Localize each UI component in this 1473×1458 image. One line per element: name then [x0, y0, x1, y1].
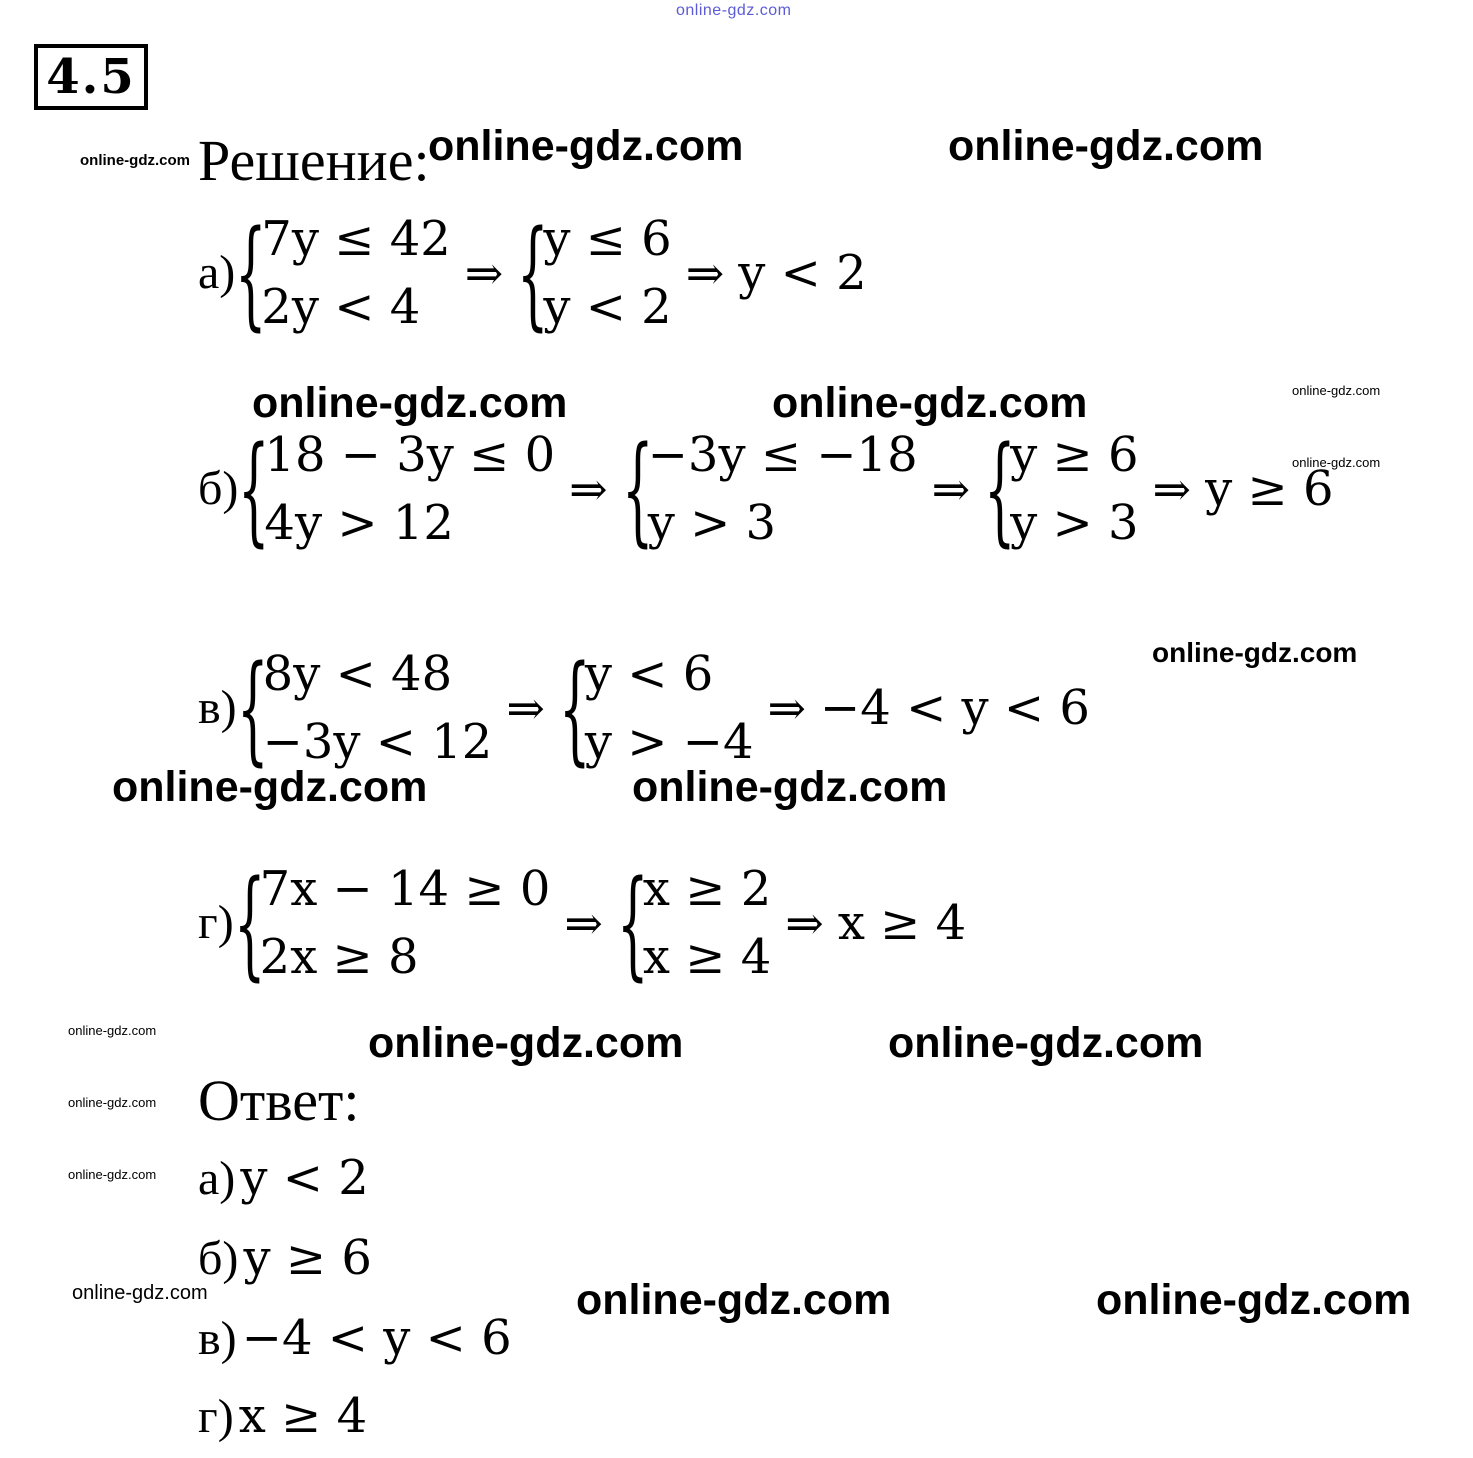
brace: { — [235, 204, 267, 342]
watermark: online-gdz.com — [68, 1167, 157, 1182]
watermark: online-gdz.com — [68, 1023, 157, 1038]
watermark: online-gdz.com — [72, 1282, 208, 1304]
equation: 4y > 12 — [264, 495, 454, 551]
brace: { — [236, 639, 269, 777]
equation: y ≥ 6 — [1010, 427, 1139, 483]
answer-a-label: а) — [198, 1152, 236, 1205]
equation: y > 3 — [1010, 495, 1139, 551]
watermark: online-gdz.com — [68, 1095, 157, 1110]
implies-arrow: ⇒ — [767, 681, 807, 735]
part-a-result: y < 2 — [738, 245, 867, 301]
watermark: online-gdz.com — [1096, 1276, 1412, 1324]
equation: −3y ≤ −18 — [647, 427, 918, 483]
answer-heading: Ответ: — [198, 1068, 360, 1133]
equation: −3y < 12 — [262, 714, 493, 770]
answer-g-label: г) — [198, 1390, 234, 1443]
brace: { — [984, 420, 1016, 558]
answer-a — [198, 1150, 369, 1206]
brace: { — [616, 854, 649, 992]
watermark: online-gdz.com — [252, 379, 568, 427]
equation: 18 − 3y ≤ 0 — [264, 427, 556, 483]
watermark: online-gdz.com — [632, 763, 948, 811]
part-g — [198, 855, 966, 991]
answer-g — [198, 1388, 367, 1444]
part-v-system-2 — [585, 640, 754, 776]
implies-arrow: ⇒ — [564, 896, 603, 950]
part-g-label: г) — [198, 896, 234, 949]
part-v-result: −4 < y < 6 — [820, 680, 1090, 736]
implies-arrow: ⇒ — [464, 246, 504, 300]
part-b-label: б) — [198, 462, 239, 515]
watermark: online-gdz.com — [368, 1019, 684, 1067]
implies-arrow: ⇒ — [1152, 462, 1192, 516]
watermark: online-gdz.com — [772, 379, 1088, 427]
brace: { — [517, 204, 549, 342]
implies-arrow: ⇒ — [785, 896, 824, 950]
part-g-system-2 — [643, 855, 771, 991]
answer-v — [198, 1310, 512, 1366]
watermark-top: online-gdz.com — [676, 2, 792, 19]
watermark: online-gdz.com — [948, 122, 1264, 170]
answer-b — [198, 1230, 372, 1286]
answer-v-value: −4 < y < 6 — [241, 1310, 512, 1366]
part-a-system-1 — [261, 205, 450, 341]
answer-b-value: y ≥ 6 — [243, 1230, 372, 1286]
answer-v-label: в) — [198, 1312, 237, 1365]
equation: 2x ≥ 8 — [259, 929, 419, 985]
part-b-system-1 — [264, 421, 555, 557]
watermark: online-gdz.com — [888, 1019, 1204, 1067]
implies-arrow: ⇒ — [506, 681, 545, 735]
equation: x ≥ 2 — [642, 861, 772, 917]
brace: { — [233, 854, 266, 992]
brace: { — [621, 420, 654, 558]
watermark: online-gdz.com — [1292, 455, 1381, 470]
implies-arrow: ⇒ — [569, 462, 608, 516]
equation: y ≤ 6 — [543, 211, 672, 267]
answer-a-value: y < 2 — [240, 1150, 369, 1206]
part-v — [198, 640, 1090, 776]
equation: 7x − 14 ≥ 0 — [259, 861, 551, 917]
part-v-label: в) — [198, 681, 237, 734]
part-v-system-1 — [263, 640, 493, 776]
watermark: online-gdz.com — [112, 763, 428, 811]
part-g-system-1 — [260, 855, 551, 991]
part-a-system-2 — [543, 205, 671, 341]
watermark: online-gdz.com — [80, 152, 190, 169]
part-b-system-3 — [1010, 421, 1138, 557]
equation: x ≥ 4 — [642, 929, 772, 985]
watermark: online-gdz.com — [428, 122, 744, 170]
equation: 8y < 48 — [262, 646, 453, 702]
part-b-result: y ≥ 6 — [1205, 461, 1334, 517]
part-b-system-2 — [648, 421, 918, 557]
equation: y < 6 — [584, 646, 714, 702]
part-a-label: а) — [198, 246, 236, 299]
implies-arrow: ⇒ — [931, 462, 971, 516]
answer-b-label: б) — [198, 1232, 239, 1285]
watermark: online-gdz.com — [1152, 637, 1358, 668]
solution-heading: Решение: — [198, 128, 430, 193]
brace: { — [558, 639, 591, 777]
equation: y < 2 — [543, 279, 672, 335]
equation: y > −4 — [584, 714, 754, 770]
watermark: online-gdz.com — [576, 1276, 892, 1324]
equation: y > 3 — [647, 495, 777, 551]
task-number: 4.5 — [34, 44, 148, 110]
implies-arrow: ⇒ — [685, 246, 725, 300]
brace: { — [238, 420, 270, 558]
watermark: online-gdz.com — [1292, 383, 1381, 398]
part-g-result: x ≥ 4 — [837, 895, 967, 951]
equation: 7y ≤ 42 — [261, 211, 451, 267]
answer-g-value: x ≥ 4 — [238, 1388, 368, 1444]
part-a — [198, 205, 867, 341]
part-b — [198, 421, 1333, 557]
equation: 2y < 4 — [261, 279, 421, 335]
